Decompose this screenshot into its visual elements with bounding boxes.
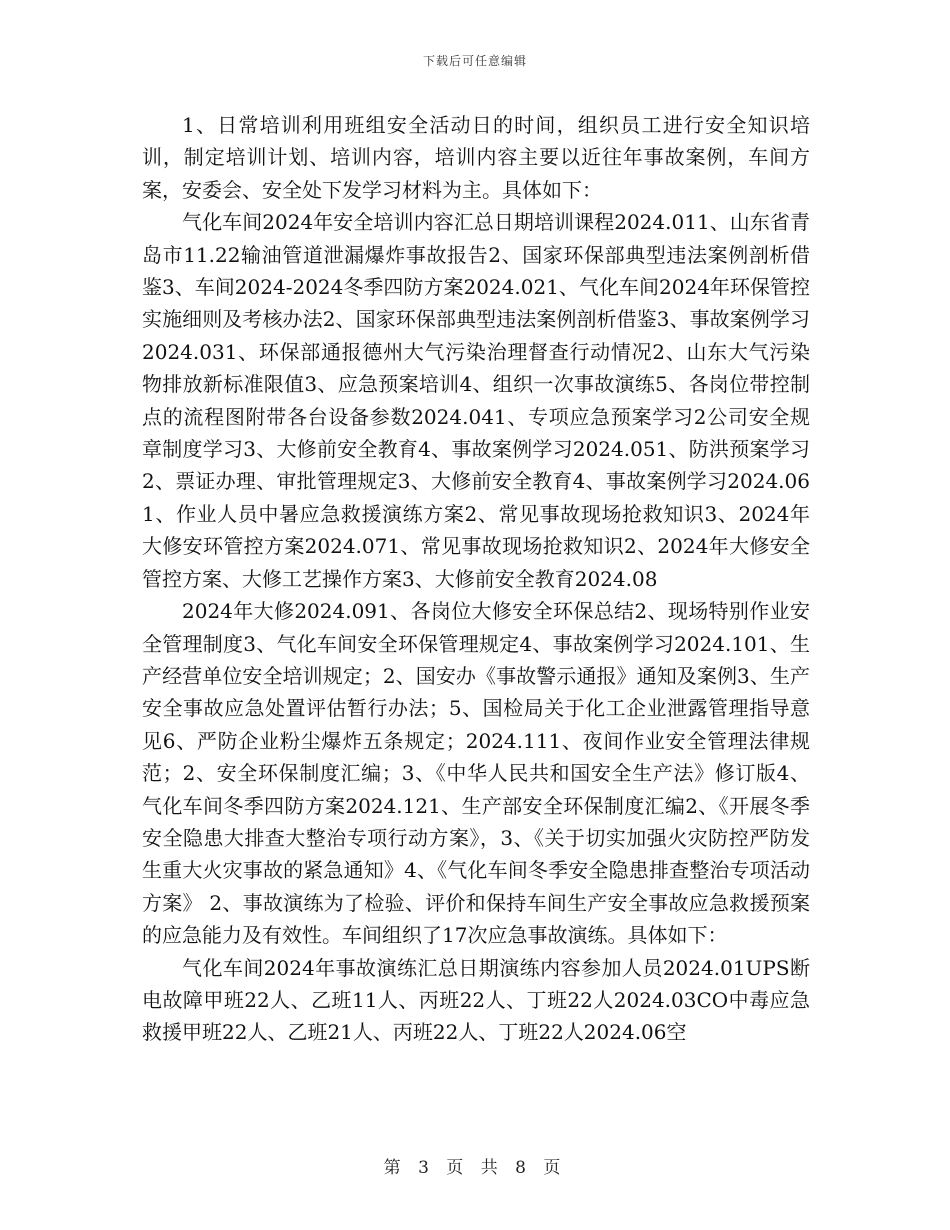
document-body	[142, 109, 810, 1049]
page-header: 下载后可任意编辑	[422, 54, 527, 68]
page-number: 第 3 页 共 8 页	[383, 1158, 567, 1178]
paragraph-training-intro: 1、日常培训利用班组安全活动日的时间，组织员工进行安全知识培训，制定培训计划、培训内容，培训内容主要以近往年事故案例，车间方案，安委会、安全处下发学习材料为主。具体如下：	[142, 113, 810, 202]
paragraph-drill-schedule: 气化车间2024年事故演练汇总日期演练内容参加人员2024.01UPS断电故障甲班22人、乙班11人、丙班22人、丁班22人2024.03CO中毒应急救援甲班22人、乙班21人、丙班22人、丁班22人2024.06空	[142, 955, 810, 1045]
paragraph-overhaul-and-drills: 2024年大修2024.091、各岗位大修安全环保总结2、现场特别作业安全管理制度3、气化车间安全环保管理规定4、事故案例学习2024.101、生产经营单位安全培训规定；2、国安办《事故警示通报》通知及案例3、生产安全事故应急处置评估暂行办法；5、国检局关于化工企业泄露管理指导意见6、严防企业粉尘爆炸五条规定；2024.111、夜间作业安全管理法律规范；2、安全环保制度汇编；3、《中华人民共和国安全生产法》修订版4、气化车间冬季四防方案2024.121、生产部安全环保制度汇编2、《开展冬季安全隐患大排查大整治专项行动方案》，3、《关于切实加强火灾防控严防发生重大火灾事故的紧急通知》4、《气化车间冬季安全隐患排查整治专项活动方案》 2、事故演练为了检验、评价和保持车间生产安全事故应急救援预案的应急能力及有效性。车间组织了17次应急事故演练。具体如下：	[142, 599, 810, 948]
paragraph-training-schedule: 气化车间2024年安全培训内容汇总日期培训课程2024.011、山东省青岛市11.22输油管道泄漏爆炸事故报告2、国家环保部典型违法案例剖析借鉴3、车间2024-2024冬季四防方案2024.021、气化车间2024年环保管控实施细则及考核办法2、国家环保部典型违法案例剖析借鉴3、事故案例学习2024.031、环保部通报德州大气污染治理督查行动情况2、山东大气污染物排放新标准限值3、应急预案培训4、组织一次事故演练5、各岗位带控制点的流程图附带各台设备参数2024.041、专项应急预案学习2公司安全规章制度学习3、大修前安全教育4、事故案例学习2024.051、防洪预案学习2、票证办理、审批管理规定3、大修前安全教育4、事故案例学习2024.061、作业人员中暑应急救援演练方案2、常见事故现场抢救知识3、2024年大修安环管控方案2024.071、常见事故现场抢救知识2、2024年大修安全管控方案、大修工艺操作方案3、大修前安全教育2024.08	[142, 210, 810, 591]
